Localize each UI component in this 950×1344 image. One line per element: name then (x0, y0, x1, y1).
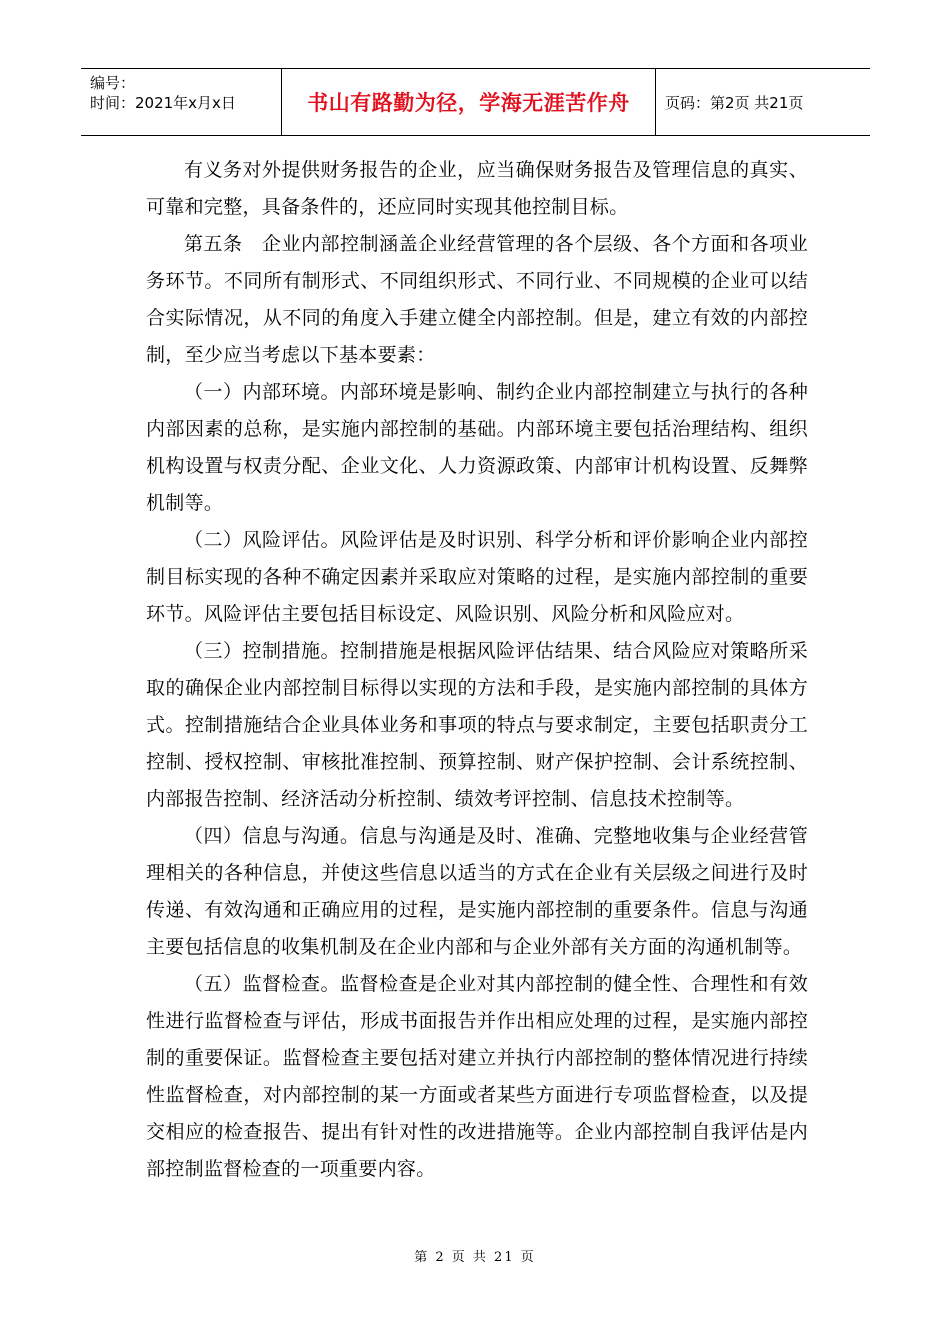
page-header (81, 68, 870, 136)
paragraph-risk-assessment: （二）风险评估。风险评估是及时识别、科学分析和评价影响企业内部控制目标实现的各种不确定因素并采取应对策略的过程，是实施内部控制的重要环节。风险评估主要包括目标设定、风险识别、风险分析和风险应对。 (146, 529, 808, 625)
paragraph-information-communication: （四）信息与沟通。信息与沟通是及时、准确、完整地收集与企业经营管理相关的各种信息，并使这些信息以适当的方式在企业有关层级之间进行及时传递、有效沟通和正确应用的过程，是实施内部控制的重要条件。信息与沟通主要包括信息的收集机制及在企业内部和与企业外部有关方面的沟通机制等。 (146, 825, 808, 958)
header-page-code: 页码：第2页 共21页 (665, 93, 804, 112)
paragraph-article-5: 第五条 企业内部控制涵盖企业经营管理的各个层级、各个方面和各项业务环节。不同所有制形式、不同组织形式、不同行业、不同规模的企业可以结合实际情况，从不同的角度入手建立健全内部控制。但是，建立有效的内部控制，至少应当考虑以下基本要素： (146, 233, 808, 366)
document-body (146, 152, 808, 1188)
paragraph: 有义务对外提供财务报告的企业，应当确保财务报告及管理信息的真实、可靠和完整，具备条件的，还应同时实现其他控制目标。 (146, 159, 808, 218)
header-motto: 书山有路勤为径，学海无涯苦作舟 (282, 69, 656, 135)
header-meta-cell (81, 69, 282, 135)
paragraph-internal-environment: （一）内部环境。内部环境是影响、制约企业内部控制建立与执行的各种内部因素的总称，是实施内部控制的基础。内部环境主要包括治理结构、组织机构设置与权责分配、企业文化、人力资源政策、内部审计机构设置、反舞弊机制等。 (146, 381, 808, 514)
paragraph-control-measures: （三）控制措施。控制措施是根据风险评估结果、结合风险应对策略所采取的确保企业内部控制目标得以实现的方法和手段，是实施内部控制的具体方式。控制措施结合企业具体业务和事项的特点与要求制定，主要包括职责分工控制、授权控制、审核批准控制、预算控制、财产保护控制、会计系统控制、内部报告控制、经济活动分析控制、绩效考评控制、信息技术控制等。 (146, 640, 808, 810)
document-date-label: 时间：2021年x月x日 (90, 94, 236, 112)
page-footer: 第 2 页 共 21 页 (414, 1250, 536, 1265)
paragraph-supervision-inspection: （五）监督检查。监督检查是企业对其内部控制的健全性、合理性和有效性进行监督检查与评估，形成书面报告并作出相应处理的过程，是实施内部控制的重要保证。监督检查主要包括对建立并执行内部控制的整体情况进行持续性监督检查，对内部控制的某一方面或者某些方面进行专项监督检查，以及提交相应的检查报告、提出有针对性的改进措施等。企业内部控制自我评估是内部控制监督检查的一项重要内容。 (146, 973, 808, 1180)
document-number-label: 编号： (90, 74, 136, 92)
